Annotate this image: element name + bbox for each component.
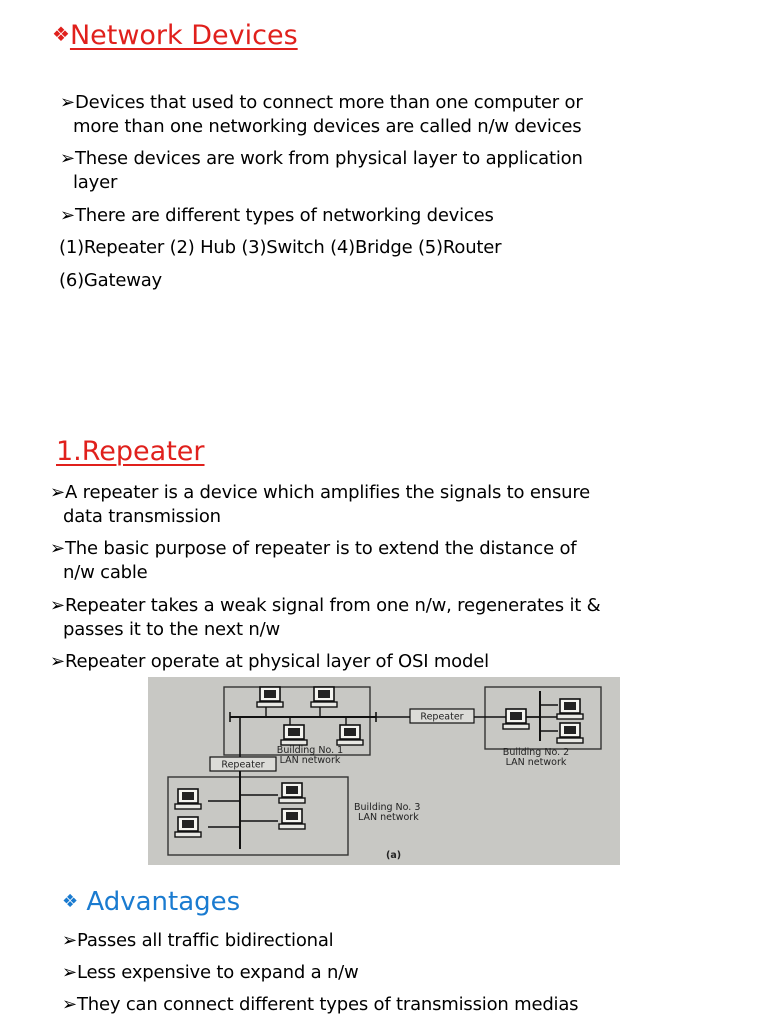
intro-bullet-3 xyxy=(60,204,494,228)
repeater-bullet-3 xyxy=(50,594,601,618)
arrowhead-bullet-icon: ➢ xyxy=(60,148,75,169)
bullet-text: Repeater takes a weak signal from one n/w, regenerates it & xyxy=(65,595,601,616)
four-diamond-bullet-icon: ❖ xyxy=(62,891,79,912)
repeater-network-diagram xyxy=(148,677,620,865)
repeater-label-top: Repeater xyxy=(420,711,464,723)
arrowhead-bullet-icon: ➢ xyxy=(60,205,75,226)
intro-bullet-1 xyxy=(60,91,583,115)
bullet-text: These devices are work from physical layer to application xyxy=(75,148,583,169)
bullet-text: There are different types of networking devices xyxy=(75,205,494,226)
heading-text: 1.Repeater xyxy=(56,436,205,467)
arrowhead-bullet-icon: ➢ xyxy=(50,651,65,672)
bullet-text: The basic purpose of repeater is to extend the distance of xyxy=(65,538,577,559)
building-1-label-line-1: Building No. 1 xyxy=(276,745,344,756)
repeater-bullet-2-continued: n/w cable xyxy=(63,562,148,583)
computer-icon xyxy=(557,699,583,719)
bullet-text: They can connect different types of transmission medias xyxy=(77,994,579,1015)
computer-icon xyxy=(175,817,201,837)
heading-text: Network Devices xyxy=(69,20,298,51)
intro-bullet-2 xyxy=(60,147,583,171)
diagram-drawing xyxy=(148,677,620,865)
section-heading-network-devices xyxy=(52,17,298,53)
device-list-line-2: (6)Gateway xyxy=(59,270,163,291)
bullet-text: Devices that used to connect more than one computer or xyxy=(75,92,583,113)
building-3-label-line-2: LAN network xyxy=(358,812,419,823)
intro-bullet-2-continued: layer xyxy=(73,172,118,193)
computer-icon xyxy=(337,725,363,745)
arrowhead-bullet-icon: ➢ xyxy=(50,538,65,559)
heading-text: Advantages xyxy=(86,887,241,917)
repeater-bullet-1-continued: data transmission xyxy=(63,506,221,527)
bullet-text: Less expensive to expand a n/w xyxy=(77,962,359,983)
intro-bullet-1-continued: more than one networking devices are called n/w devices xyxy=(73,116,582,137)
advantage-bullet-3 xyxy=(62,993,578,1017)
advantage-bullet-1 xyxy=(62,929,333,953)
repeater-bullet-1 xyxy=(50,481,590,505)
arrowhead-bullet-icon: ➢ xyxy=(50,482,65,503)
computer-icon xyxy=(175,789,201,809)
building-3-label-line-1: Building No. 3 xyxy=(354,802,421,813)
computer-icon xyxy=(281,725,307,745)
computer-icon xyxy=(279,783,305,803)
repeater-bullet-2 xyxy=(50,537,576,561)
bullet-text: A repeater is a device which amplifies the signals to ensure xyxy=(65,482,591,503)
arrowhead-bullet-icon: ➢ xyxy=(62,994,77,1015)
building-1-label-line-2: LAN network xyxy=(279,755,341,766)
arrowhead-bullet-icon: ➢ xyxy=(62,962,77,983)
building-2-label-line-2: LAN network xyxy=(505,757,567,768)
section-heading-advantages xyxy=(62,886,240,918)
bullet-text: Repeater operate at physical layer of OSI model xyxy=(65,651,489,672)
device-list-line-1: (1)Repeater (2) Hub (3)Switch (4)Bridge (5)Router xyxy=(59,237,502,258)
repeater-bullet-4 xyxy=(50,650,489,674)
bullet-text: Passes all traffic bidirectional xyxy=(77,930,334,951)
repeater-label-left: Repeater xyxy=(221,759,265,771)
computer-icon xyxy=(557,723,583,743)
diagram-caption: (a) xyxy=(386,850,402,861)
computer-icon xyxy=(279,809,305,829)
section-heading-repeater xyxy=(56,435,205,469)
four-diamond-bullet-icon: ❖ xyxy=(52,22,70,46)
computer-icon xyxy=(503,709,529,729)
arrowhead-bullet-icon: ➢ xyxy=(60,92,75,113)
repeater-bullet-3-continued: passes it to the next n/w xyxy=(63,619,281,640)
arrowhead-bullet-icon: ➢ xyxy=(62,930,77,951)
computer-icon xyxy=(257,687,283,707)
building-2-label-line-1: Building No. 2 xyxy=(502,747,570,758)
advantage-bullet-2 xyxy=(62,961,359,985)
arrowhead-bullet-icon: ➢ xyxy=(50,595,65,616)
computer-icon xyxy=(311,687,337,707)
